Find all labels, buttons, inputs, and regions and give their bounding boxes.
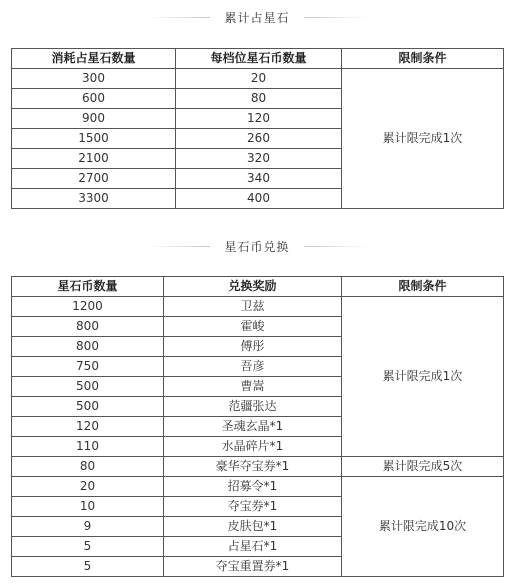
column-header: 星石币数量 xyxy=(12,277,164,297)
cell-coins: 120 xyxy=(176,109,342,129)
column-header: 限制条件 xyxy=(342,277,504,297)
divider-left xyxy=(146,17,210,18)
column-header: 每档位星石币数量 xyxy=(176,49,342,69)
divider-left xyxy=(146,246,210,247)
divider-right xyxy=(304,17,368,18)
column-header: 消耗占星石数量 xyxy=(12,49,176,69)
table-row xyxy=(12,69,504,89)
cell-reward: 卫兹 xyxy=(164,297,342,317)
cell-cost: 1200 xyxy=(12,297,164,317)
coin-exchange-table xyxy=(11,276,504,577)
cell-reward: 范疆张达 xyxy=(164,397,342,417)
column-header: 限制条件 xyxy=(342,49,504,69)
cell-cost: 500 xyxy=(12,397,164,417)
cell-reward: 招募令*1 xyxy=(164,477,342,497)
cell-reward: 皮肤包*1 xyxy=(164,517,342,537)
section-title: 累计占星石 xyxy=(224,10,290,25)
cell-reward: 占星石*1 xyxy=(164,537,342,557)
cell-cost: 500 xyxy=(12,377,164,397)
table-row xyxy=(12,477,504,497)
cell-cost: 5 xyxy=(12,557,164,577)
cell-stones: 2100 xyxy=(12,149,176,169)
section-header-stargazing xyxy=(0,7,514,27)
cell-coins: 340 xyxy=(176,169,342,189)
cell-reward: 霍峻 xyxy=(164,317,342,337)
section-title: 星石币兑换 xyxy=(224,239,290,254)
cell-cost: 120 xyxy=(12,417,164,437)
cell-stones: 2700 xyxy=(12,169,176,189)
cell-reward: 傅彤 xyxy=(164,337,342,357)
cell-cost: 10 xyxy=(12,497,164,517)
cell-stones: 300 xyxy=(12,69,176,89)
cell-cost: 110 xyxy=(12,437,164,457)
stargazing-reward-table xyxy=(11,48,504,209)
column-header: 兑换奖励 xyxy=(164,277,342,297)
table-row xyxy=(12,297,504,317)
cell-coins: 80 xyxy=(176,89,342,109)
table-header-row xyxy=(12,49,504,69)
table-header-row xyxy=(12,277,504,297)
cell-stones: 600 xyxy=(12,89,176,109)
cell-coins: 20 xyxy=(176,69,342,89)
cell-coins: 320 xyxy=(176,149,342,169)
cell-stones: 900 xyxy=(12,109,176,129)
cell-coins: 400 xyxy=(176,189,342,209)
cell-reward: 吾彦 xyxy=(164,357,342,377)
cell-stones: 3300 xyxy=(12,189,176,209)
cell-cost: 5 xyxy=(12,537,164,557)
cell-limit: 累计限完成5次 xyxy=(342,457,504,477)
table-row xyxy=(12,457,504,477)
cell-reward: 圣魂玄晶*1 xyxy=(164,417,342,437)
section-header-exchange xyxy=(0,236,514,256)
cell-cost: 20 xyxy=(12,477,164,497)
cell-cost: 750 xyxy=(12,357,164,377)
cell-cost: 9 xyxy=(12,517,164,537)
cell-reward: 曹嵩 xyxy=(164,377,342,397)
cell-stones: 1500 xyxy=(12,129,176,149)
cell-reward: 水晶碎片*1 xyxy=(164,437,342,457)
cell-reward: 豪华夺宝券*1 xyxy=(164,457,342,477)
divider-right xyxy=(304,246,368,247)
cell-cost: 800 xyxy=(12,317,164,337)
cell-cost: 800 xyxy=(12,337,164,357)
cell-coins: 260 xyxy=(176,129,342,149)
cell-limit: 累计限完成10次 xyxy=(342,477,504,577)
cell-limit: 累计限完成1次 xyxy=(342,297,504,457)
cell-cost: 80 xyxy=(12,457,164,477)
cell-limit: 累计限完成1次 xyxy=(342,69,504,209)
cell-reward: 夺宝券*1 xyxy=(164,497,342,517)
cell-reward: 夺宝重置券*1 xyxy=(164,557,342,577)
